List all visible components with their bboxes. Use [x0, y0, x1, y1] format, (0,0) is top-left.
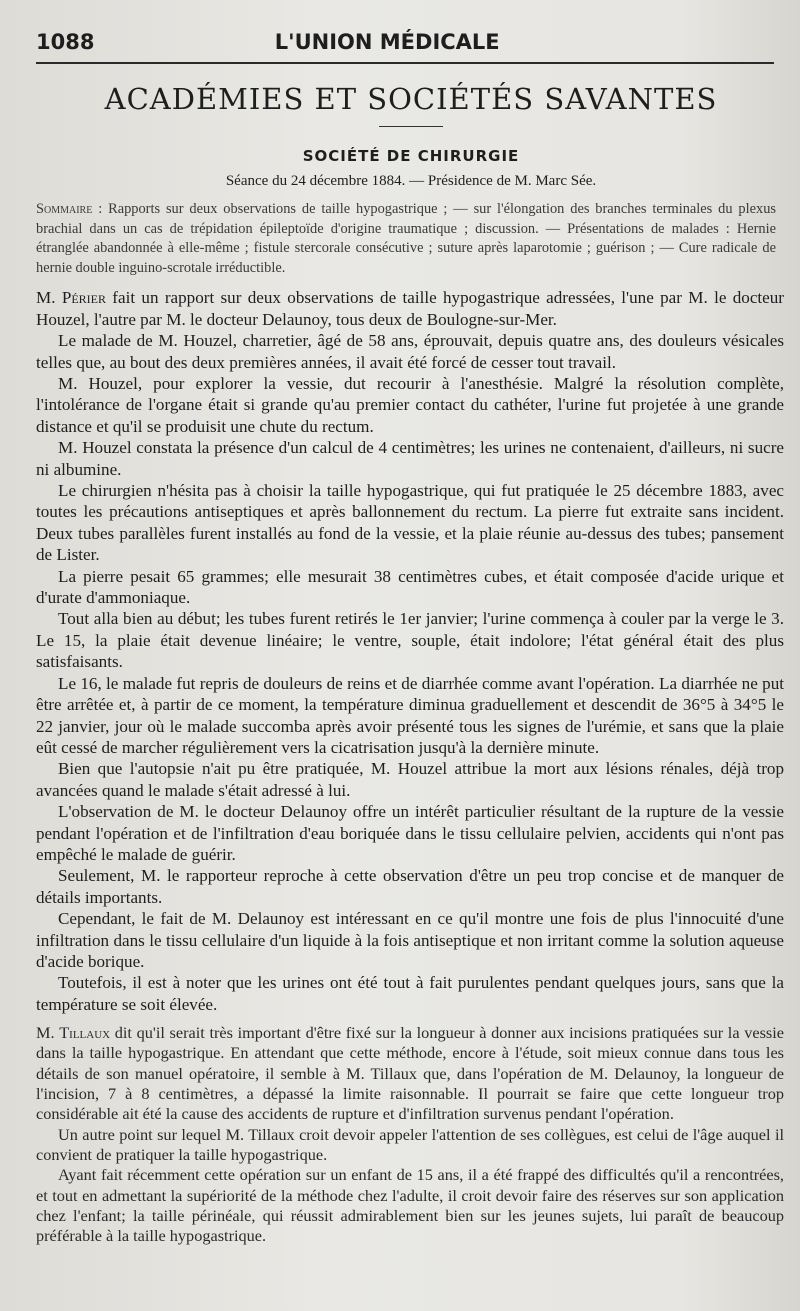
session-line: Séance du 24 décembre 1884. — Présidence de M. Marc Sée. [225, 173, 597, 189]
paragraph-text: dit qu'il serait très important d'être fixé sur la longueur à donner aux incisions pratiquées sur la vessie dans la taille hypogastrique. En attendant que cette méthode, encore à l'étude, soit mieux connue dans tous les détails de son manuel opératoire, il semble à M. Tillaux que, dans l'opération de M. Delaunoy, la longueur de l'incision, 7 à 8 centimètres, a dépassé la limite raisonnable. Il pourrait se faire que cette longueur trop considérable ait été la cause des accidents de rupture et d'infiltration survenus pendant l'opération. [36, 1023, 784, 1124]
society-heading: SOCIÉTÉ DE CHIRURGIE [302, 147, 520, 165]
title-rule [379, 126, 443, 127]
paragraph-text: Le chirurgien n'hésita pas à choisir la taille hypogastrique, qui fut pratiquée le 25 décembre 1883, avec toutes les précautions antiseptiques et après ballonnement du rectum. La pierre fut extraite sans incident. Deux tubes parallèles furent installés au fond de la vessie, et la plaie réunie au-dessus des tubes; pansement de Lister. [36, 481, 784, 565]
paragraph [36, 1165, 784, 1246]
paragraph-text: fait un rapport sur deux observations de taille hypogastrique adressées, l'une par M. le docteur Houzel, l'autre par M. le docteur Delaunoy, tous deux de Boulogne-sur-Mer. [36, 288, 785, 329]
paragraph [36, 373, 784, 437]
paragraph [36, 1125, 784, 1166]
paragraph-text: Bien que l'autopsie n'ait pu être pratiquée, M. Houzel attribue la mort aux lésions rénales, déjà trop avancées quand le malade s'était adressé à lui. [36, 759, 784, 800]
sommaire-label: Sommaire [36, 201, 93, 217]
paragraph-text: Cependant, le fait de M. Delaunoy est intéressant en ce qu'il montre une fois de plus l'innocuité d'une infiltration dans le tissu cellulaire d'un liquide à la fois antiseptique et non irritant comme la solution aqueuse d'acide borique. [36, 909, 784, 971]
header-rule [36, 62, 774, 64]
paragraph [36, 758, 784, 801]
article-body-small [36, 1023, 784, 1246]
paragraph-text: M. Houzel, pour explorer la vessie, dut recourir à l'anesthésie. Malgré la résolution complète, l'intolérance de l'organe était si grande qu'au premier contact du cathéter, l'urine fut projetée à une grande distance et qu'il se produisit une chute du rectum. [36, 374, 784, 436]
section-title: ACADÉMIES ET SOCIÉTÉS SAVANTES [104, 82, 718, 116]
paragraph-text: Le 16, le malade fut repris de douleurs de reins et de diarrhée comme avant l'opération. La diarrhée ne put être arrêtée et, à partir de ce moment, la température diminua graduellement et descendit de 36°5 à 34°5 le 22 janvier, jour où le malade succomba après avoir présenté tous les signes de l'urémie, et sans que la plaie eût cessé de marcher régulièrement vers la cicatrisation jusqu'à la dernière minute. [36, 673, 784, 757]
paragraph [36, 437, 784, 480]
paragraph [36, 330, 784, 373]
page-number: 1088 [36, 30, 95, 54]
paragraph-text: Toutefois, il est à noter que les urines ont été tout à fait purulentes pendant quelques jours, sans que la température se soit élevée. [36, 973, 784, 1014]
journal-title: L'UNION MÉDICALE [274, 30, 500, 54]
speaker-name: Tillaux [59, 1023, 111, 1043]
paragraph [36, 608, 784, 672]
paragraph [36, 480, 784, 566]
article-body [36, 287, 784, 1015]
paragraph [36, 865, 784, 908]
speaker-prefix: M. [36, 288, 62, 308]
paragraph [36, 972, 784, 1015]
paragraph-text: M. Houzel constata la présence d'un calcul de 4 centimètres; les urines ne contenaient, d'ailleurs, ni sucre ni albumine. [36, 438, 784, 479]
paragraph-text: L'observation de M. le docteur Delaunoy offre un intérêt particulier résultant de la rupture de la vessie pendant l'opération et de l'infiltration d'eau boriquée dans le tissu cellulaire pelvien, accidents qui n'ont pas empêché le malade de guérir. [36, 802, 784, 864]
paragraph-text: La pierre pesait 65 grammes; elle mesurait 38 centimètres cubes, et était composée d'acide urique et d'urate d'ammoniaque. [36, 566, 784, 608]
paragraph-text: Seulement, M. le rapporteur reproche à cette observation d'être un peu trop concise et de manquer de détails importants. [36, 866, 784, 907]
paragraph [36, 908, 784, 972]
paragraph-text: Tout alla bien au début; les tubes furent retirés le 1er janvier; l'urine commença à couler par la verge le 3. Le 15, la plaie était devenue linéaire; le ventre, souple, était indolore; l'état général était des plus satisfaisants. [36, 609, 784, 672]
paragraph-text: Un autre point sur lequel M. Tillaux croit devoir appeler l'attention de ses collègues, est celui de l'âge auquel il convient de pratiquer la taille hypogastrique. [36, 1124, 784, 1164]
paragraph-text: Ayant fait récemment cette opération sur un enfant de 15 ans, il a été frappé des difficultés qu'il a rencontrées, et tout en admettant la supériorité de la méthode chez l'adulte, il croit devoir faire des réserves sur son application chez l'enfant; la taille périnéale, qui réussit admirablement bien sur les jeunes sujets, lui paraît de beaucoup préférable à la taille hypogastrique. [36, 1165, 784, 1246]
running-head [36, 30, 786, 54]
paragraph [36, 1023, 784, 1124]
sommaire [36, 200, 776, 278]
sommaire-text: : Rapports sur deux observations de taille hypogastrique ; — sur l'élongation des branches terminales du plexus brachial dans un cas de trépidation épileptoïde d'origine traumatique ; discussion. — Présentations de malades : Hernie étranglée abandonnée à elle-même ; fistule stercorale consécutive ; suture après laparotomie ; guérison ; — Cure radicale de hernie double inguino-scrotale irréductible. [36, 201, 776, 276]
speaker-name: Périer [61, 288, 106, 308]
paragraph [36, 287, 784, 330]
paragraph-text: Le malade de M. Houzel, charretier, âgé de 58 ans, éprouvait, depuis quatre ans, des douleurs vésicales telles que, au bout des deux premières années, il avait été forcé de cesser tout travail. [36, 331, 784, 372]
paragraph [36, 801, 784, 865]
paragraph [36, 673, 784, 759]
paragraph [36, 566, 784, 609]
speaker-prefix: M. [36, 1023, 60, 1043]
